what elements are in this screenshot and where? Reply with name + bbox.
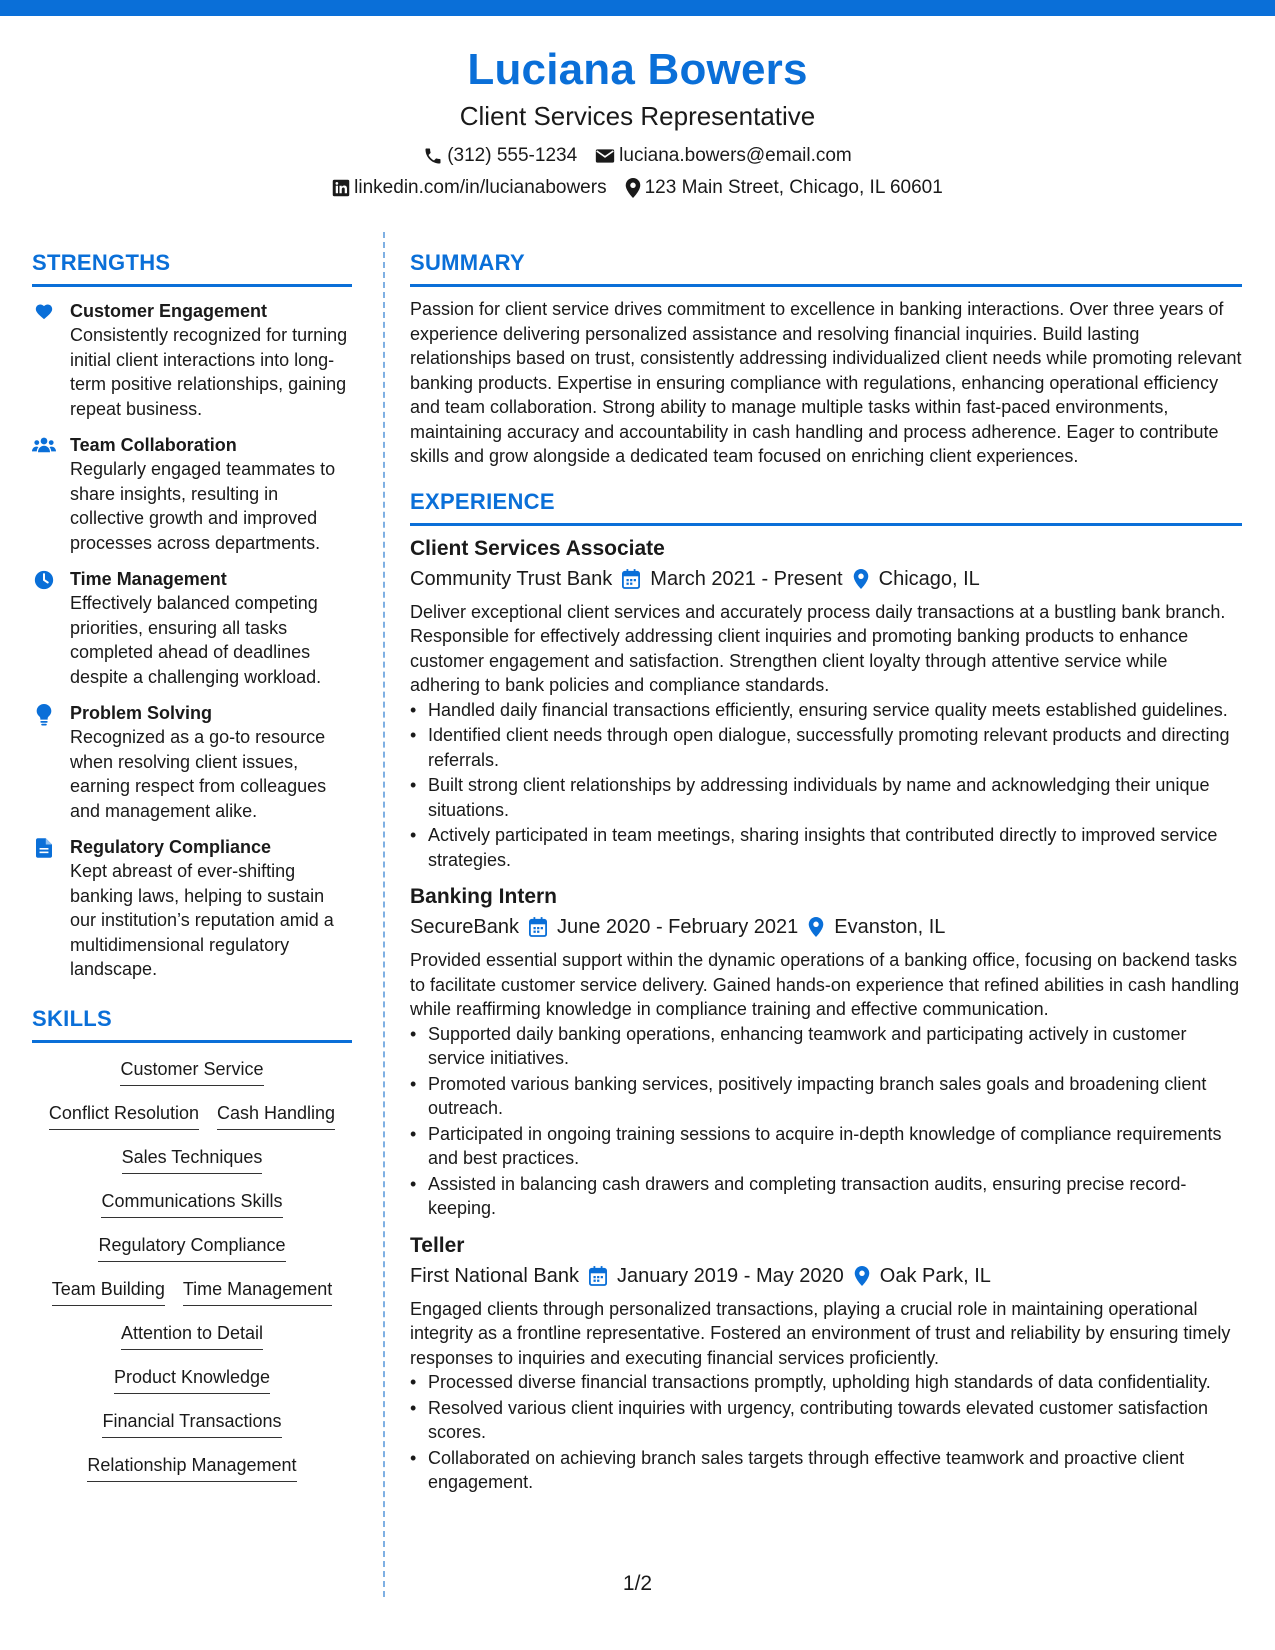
job-bullet: • Actively participated in team meetings, sharing insights that contributed directly to improved service strategies.	[410, 823, 1242, 872]
summary-heading: SUMMARY	[410, 248, 1242, 287]
company-name: Community Trust Bank	[410, 567, 613, 590]
skill-tag: Conflict Resolution	[49, 1101, 199, 1130]
page-number	[0, 1572, 1275, 1596]
job-bullet: • Handled daily financial transactions efficiently, ensuring service quality meets established guidelines.	[410, 698, 1242, 723]
address-text: 123 Main Street, Chicago, IL 60601	[644, 177, 943, 198]
job-meta	[410, 912, 1242, 942]
job-title: Banking Intern	[410, 885, 558, 908]
skill-tag: Sales Techniques	[122, 1145, 263, 1174]
page-number-text: 1/2	[622, 1572, 653, 1595]
linkedin-text: linkedin.com/in/lucianabowers	[354, 177, 607, 198]
summary-text: Passion for client service drives commitment to excellence in banking interactions. Over three years of experience delivering personalized assistance and resolving financial inquiries. Build lasting relationships based on trust, consistently addressing individualized client needs while promoting relevant banking products. Expertise in ensuring compliance with regulations, enhancing operational efficiency and team collaboration. Strong ability to manage multiple tasks within fast-paced environments, maintaining accuracy and accountability in cash handling and process adherence. Eager to contribute skills and grow alongside a dedicated team focused on enriching client experiences.	[410, 299, 1242, 466]
skill-tag: Cash Handling	[217, 1101, 335, 1130]
candidate-role: Client Services Representative	[459, 101, 816, 131]
top-accent-bar	[0, 0, 1275, 16]
contact-row-2	[0, 172, 1275, 204]
job-entry	[410, 534, 1242, 873]
users-icon	[32, 436, 56, 454]
strength-title: Team Collaboration	[70, 435, 237, 455]
phone-icon	[423, 146, 443, 166]
strength-desc: Recognized as a go-to resource when resolving client issues, earning respect from colleagues and management alike.	[70, 727, 327, 821]
strength-item	[32, 701, 352, 823]
job-bullet: • Supported daily banking operations, enhancing teamwork and participating actively in customer service initiatives.	[410, 1022, 1242, 1071]
resume-header	[0, 42, 1275, 204]
skill-tag: Relationship Management	[87, 1453, 296, 1482]
job-bullet: • Resolved various client inquiries with urgency, contributing towards elevated customer satisfaction scores.	[410, 1396, 1242, 1445]
column-divider	[383, 232, 385, 1597]
job-dates: January 2019 - May 2020	[616, 1264, 844, 1287]
lightbulb-icon	[36, 704, 52, 726]
job-bullet: • Promoted various banking services, positively impacting branch sales goals and broadening client outreach.	[410, 1072, 1242, 1121]
right-column	[410, 248, 1242, 1496]
job-title: Teller	[410, 1233, 465, 1257]
job-description: Provided essential support within the dynamic operations of a banking office, focusing on backend tasks to facilitate customer service delivery. Gained hands-on experience that refined abilities in cash handling while reaffirming knowledge in compliance training and effective communication.	[410, 950, 1240, 1019]
job-meta	[410, 1261, 1242, 1291]
skill-tag: Regulatory Compliance	[98, 1233, 285, 1262]
job-bullets	[410, 1022, 1242, 1221]
calendar-icon	[622, 569, 640, 589]
strengths-heading: STRENGTHS	[32, 248, 352, 287]
skill-tag: Communications Skills	[101, 1189, 282, 1218]
strengths-list	[32, 299, 352, 982]
job-bullet: • Participated in ongoing training sessions to acquire in-depth knowledge of compliance requirements and best practices.	[410, 1122, 1242, 1171]
job-bullet: • Collaborated on achieving branch sales targets through effective teamwork and proactive client engagement.	[410, 1446, 1242, 1495]
job-location: Oak Park, IL	[879, 1264, 991, 1287]
job-dates: March 2021 - Present	[650, 567, 843, 590]
job-entry	[410, 1231, 1242, 1495]
skill-tag: Customer Service	[120, 1057, 263, 1086]
job-description: Engaged clients through personalized transactions, playing a crucial role in maintaining operational integrity as a frontline representative. Fostered an environment of trust and reliability by ensuring timely responses to inquiries and executing financial services proficiently.	[410, 1298, 1231, 1368]
calendar-icon	[589, 1266, 607, 1286]
clock-icon	[34, 570, 54, 590]
map-pin-icon	[853, 569, 869, 589]
skills-heading: SKILLS	[32, 1004, 352, 1043]
experience-section	[410, 487, 1242, 1495]
job-bullet: • Identified client needs through open dialogue, successfully promoting relevant products and directing referrals.	[410, 723, 1242, 772]
phone-contact	[423, 140, 577, 172]
strength-item	[32, 299, 352, 421]
strength-item	[32, 433, 352, 555]
left-column	[32, 248, 352, 1497]
skills-section	[32, 1004, 352, 1497]
job-bullet: • Processed diverse financial transactions promptly, upholding high standards of data confidentiality.	[410, 1370, 1242, 1395]
job-dates: June 2020 - February 2021	[556, 916, 799, 938]
strength-title: Time Management	[70, 569, 227, 589]
skill-tag: Time Management	[183, 1277, 332, 1306]
strength-desc: Regularly engaged teammates to share insights, resulting in collective growth and improved processes across departments.	[70, 459, 336, 553]
job-meta	[410, 564, 1242, 594]
job-bullet: • Built strong client relationships by addressing individuals by name and acknowledging their unique situations.	[410, 773, 1242, 822]
skill-tag: Financial Transactions	[102, 1409, 281, 1438]
skill-tag: Attention to Detail	[121, 1321, 263, 1350]
job-description: Deliver exceptional client services and accurately process daily transactions at a bustling bank branch. Responsible for effectively addressing client inquiries and promoting banking products to enhance customer engagement and satisfaction. Strengthen client loyalty through attentive service while adhering to bank policies and compliance standards.	[410, 601, 1226, 695]
job-entry	[410, 882, 1242, 1221]
heart-icon	[34, 302, 54, 320]
map-pin-icon	[808, 917, 824, 937]
strength-item	[32, 567, 352, 689]
email-text: luciana.bowers@email.com	[619, 145, 852, 166]
phone-text: (312) 555-1234	[447, 145, 578, 166]
skills-list	[32, 1057, 352, 1497]
envelope-icon	[595, 147, 615, 165]
experience-heading: EXPERIENCE	[410, 487, 1242, 526]
strength-title: Customer Engagement	[70, 301, 268, 321]
contact-row-1	[0, 140, 1275, 172]
document-icon	[36, 838, 52, 858]
calendar-icon	[529, 917, 547, 937]
skill-tag: Team Building	[52, 1277, 165, 1306]
strength-desc: Consistently recognized for turning initial client interactions into long-term positive relationships, gaining repeat business.	[70, 325, 348, 419]
strength-title: Problem Solving	[70, 703, 213, 723]
job-location: Evanston, IL	[834, 916, 946, 938]
strength-desc: Effectively balanced competing priorities, ensuring all tasks completed ahead of deadlines despite a challenging workload.	[70, 593, 322, 687]
job-location: Chicago, IL	[878, 567, 980, 590]
map-pin-icon	[625, 178, 641, 198]
job-bullets	[410, 698, 1242, 873]
job-title: Client Services Associate	[410, 536, 665, 560]
linkedin-contact	[332, 172, 606, 204]
skill-tag: Product Knowledge	[114, 1365, 270, 1394]
candidate-name: Luciana Bowers	[467, 45, 808, 94]
map-pin-icon	[854, 1266, 870, 1286]
strength-desc: Kept abreast of ever-shifting banking laws, helping to sustain our institution’s reputation amid a multidimensional regulatory landscape.	[70, 861, 334, 979]
company-name: SecureBank	[410, 916, 519, 938]
strength-item	[32, 835, 352, 982]
company-name: First National Bank	[410, 1264, 579, 1287]
email-contact	[595, 140, 852, 172]
job-bullets	[410, 1370, 1242, 1495]
address-contact	[625, 172, 943, 204]
strength-title: Regulatory Compliance	[70, 837, 272, 857]
linkedin-icon	[332, 179, 350, 197]
job-bullet: • Assisted in balancing cash drawers and completing transaction audits, ensuring precise record-keeping.	[410, 1172, 1242, 1221]
